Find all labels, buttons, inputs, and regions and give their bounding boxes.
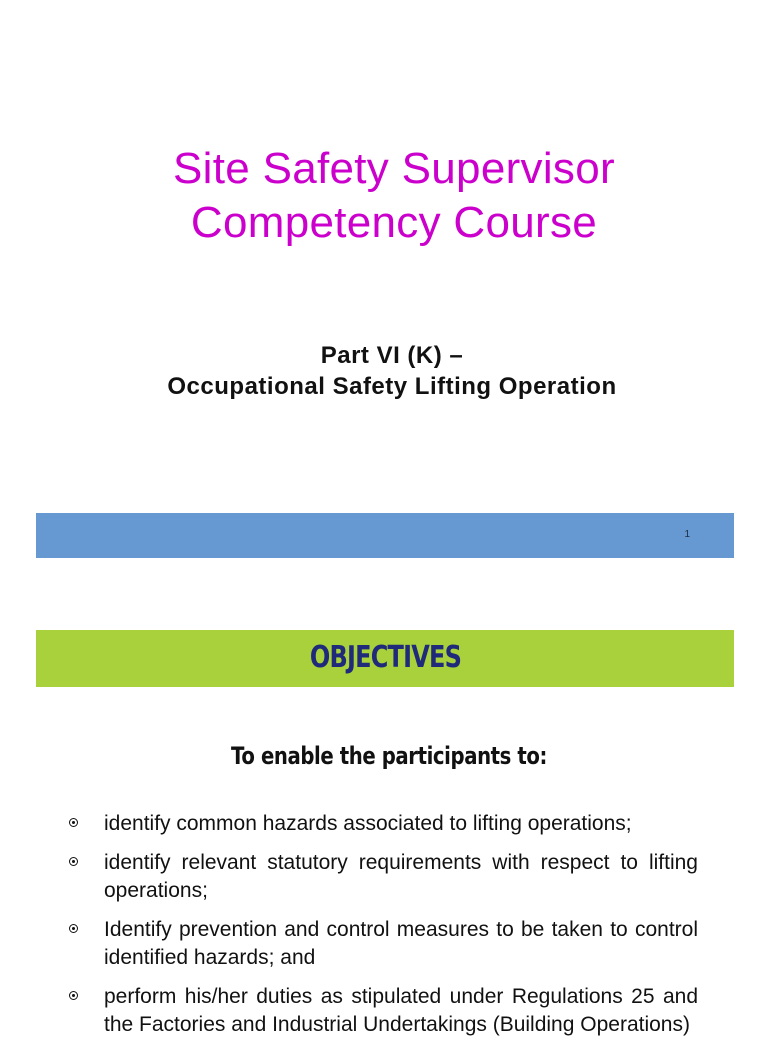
bullet-icon <box>69 818 78 827</box>
list-item <box>0 916 768 972</box>
objective-text: perform his/her duties as stipulated under Regulations 25 and the Factories and Industrial Undertakings (Building Operations) <box>104 985 698 1036</box>
bullet-icon <box>69 991 78 1000</box>
objectives-list <box>0 810 768 1050</box>
course-title-line2: Competency Course <box>190 198 598 247</box>
part-subtitle <box>0 340 768 402</box>
part-topic: Occupational Safety Lifting Operation <box>167 373 617 400</box>
page-number: 1 <box>684 529 690 540</box>
objective-text: identify relevant statutory requirements with respect to lifting operations; <box>104 851 698 902</box>
list-item <box>0 810 768 838</box>
slide-footer-bar <box>36 513 734 558</box>
objective-text: Identify prevention and control measures to be taken to control identified hazards; and <box>104 918 698 969</box>
part-label: Part VI (K) – <box>320 342 464 369</box>
objectives-heading-bar <box>36 630 734 687</box>
course-title-line1: Site Safety Supervisor <box>173 144 615 193</box>
bullet-icon <box>69 924 78 933</box>
objectives-heading: OBJECTIVES <box>309 640 461 675</box>
bullet-icon <box>69 857 78 866</box>
list-item <box>0 849 768 905</box>
objective-text: identify common hazards associated to lifting operations; <box>104 812 632 835</box>
list-item <box>0 983 768 1039</box>
objectives-intro: To enable the participants to: <box>231 742 547 770</box>
course-title <box>0 142 768 250</box>
